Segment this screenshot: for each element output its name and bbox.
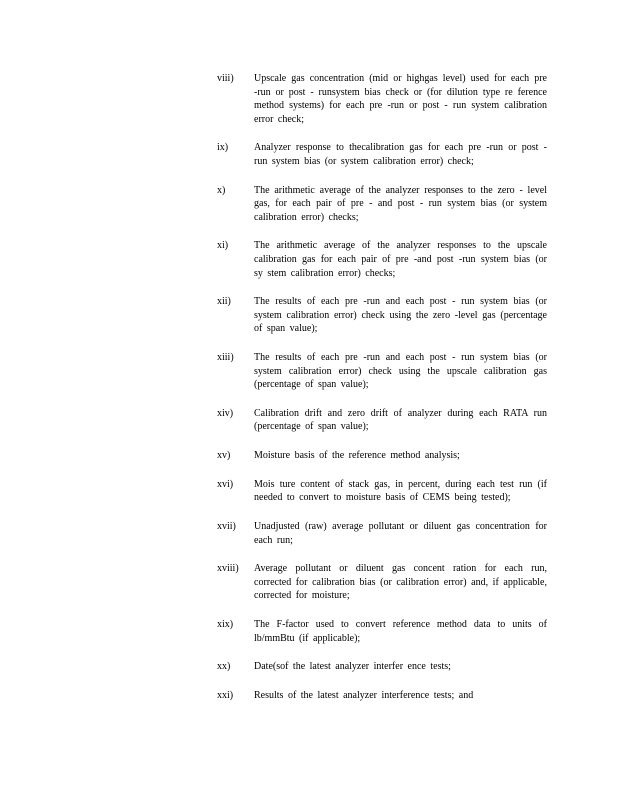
list-item	[217, 660, 547, 674]
list-item	[217, 618, 547, 645]
item-number: xviii)	[217, 563, 239, 575]
item-text: The F-factor used to convert reference method data to units of lb/mmBtu (if applicable);	[254, 619, 547, 644]
list-item	[217, 478, 547, 505]
item-number: xiv)	[217, 407, 234, 419]
item-number: xiii)	[217, 351, 234, 363]
item-text: Average pollutant or diluent gas concent ration for each run, corrected for calibration bias (or calibration error) and, if applicable, corrected for moisture;	[254, 563, 547, 602]
item-text: The results of each pre -run and each post - run system bias (or system calibration error) check using the zero -level gas (percentage of span value);	[254, 296, 547, 335]
list-item	[217, 562, 547, 603]
item-number: viii)	[217, 73, 234, 84]
item-number: xix)	[217, 619, 234, 631]
item-number: xv)	[217, 449, 231, 461]
list-item	[217, 449, 547, 463]
item-text: Unadjusted (raw) average pollutant or diluent gas concentration for each run;	[254, 521, 547, 546]
item-number: xvii)	[217, 521, 236, 533]
item-text: Calibration drift and zero drift of analyzer during each RATA run (percentage of span value);	[254, 407, 547, 433]
list-item	[217, 407, 547, 434]
item-text: The results of each pre -run and each post - run system bias (or system calibration error) check using the upscale calibration gas (percentage of span value);	[254, 351, 547, 391]
numbered-item-list	[217, 72, 547, 703]
item-number: x)	[217, 184, 226, 196]
item-text: Moisture basis of the reference method analysis;	[254, 449, 460, 461]
item-number: ix)	[217, 142, 229, 154]
list-item	[217, 141, 547, 168]
item-text: Analyzer response to thecalibration gas for each pre -run or post -run system bias (or system calibration error) check;	[254, 142, 547, 167]
list-item	[217, 351, 547, 392]
item-text: Date(sof the latest analyzer interfer ence tests;	[254, 661, 451, 673]
item-number: xi)	[217, 240, 229, 252]
item-number: xii)	[217, 296, 231, 308]
list-item	[217, 72, 547, 126]
item-text: The arithmetic average of the analyzer responses to the zero - level gas, for each pair of pre - and post - run system bias (or system calibration error) checks;	[254, 184, 547, 223]
list-item	[217, 184, 547, 225]
item-text: Results of the latest analyzer interference tests; and	[254, 690, 474, 702]
item-text: Mois ture content of stack gas, in percent, during each test run (if needed to convert to moisture basis of CEMS being tested);	[254, 478, 547, 504]
list-item	[217, 689, 547, 703]
list-item	[217, 520, 547, 547]
item-number: xxi)	[217, 690, 234, 702]
item-text: Upscale gas concentration (mid or highgas level) used for each pre -run or post - runsystem bias check or (for dilution type re ference method systems) for each pre -run or post - run system calibration error check;	[254, 73, 547, 125]
item-number: xx)	[217, 661, 231, 673]
list-item	[217, 295, 547, 336]
item-number: xvi)	[217, 478, 234, 490]
list-item	[217, 239, 547, 280]
item-text: The arithmetic average of the analyzer responses to the upscale calibration gas for each pair of pre -and post -run system bias (or sy stem calibration error) checks;	[254, 240, 547, 279]
